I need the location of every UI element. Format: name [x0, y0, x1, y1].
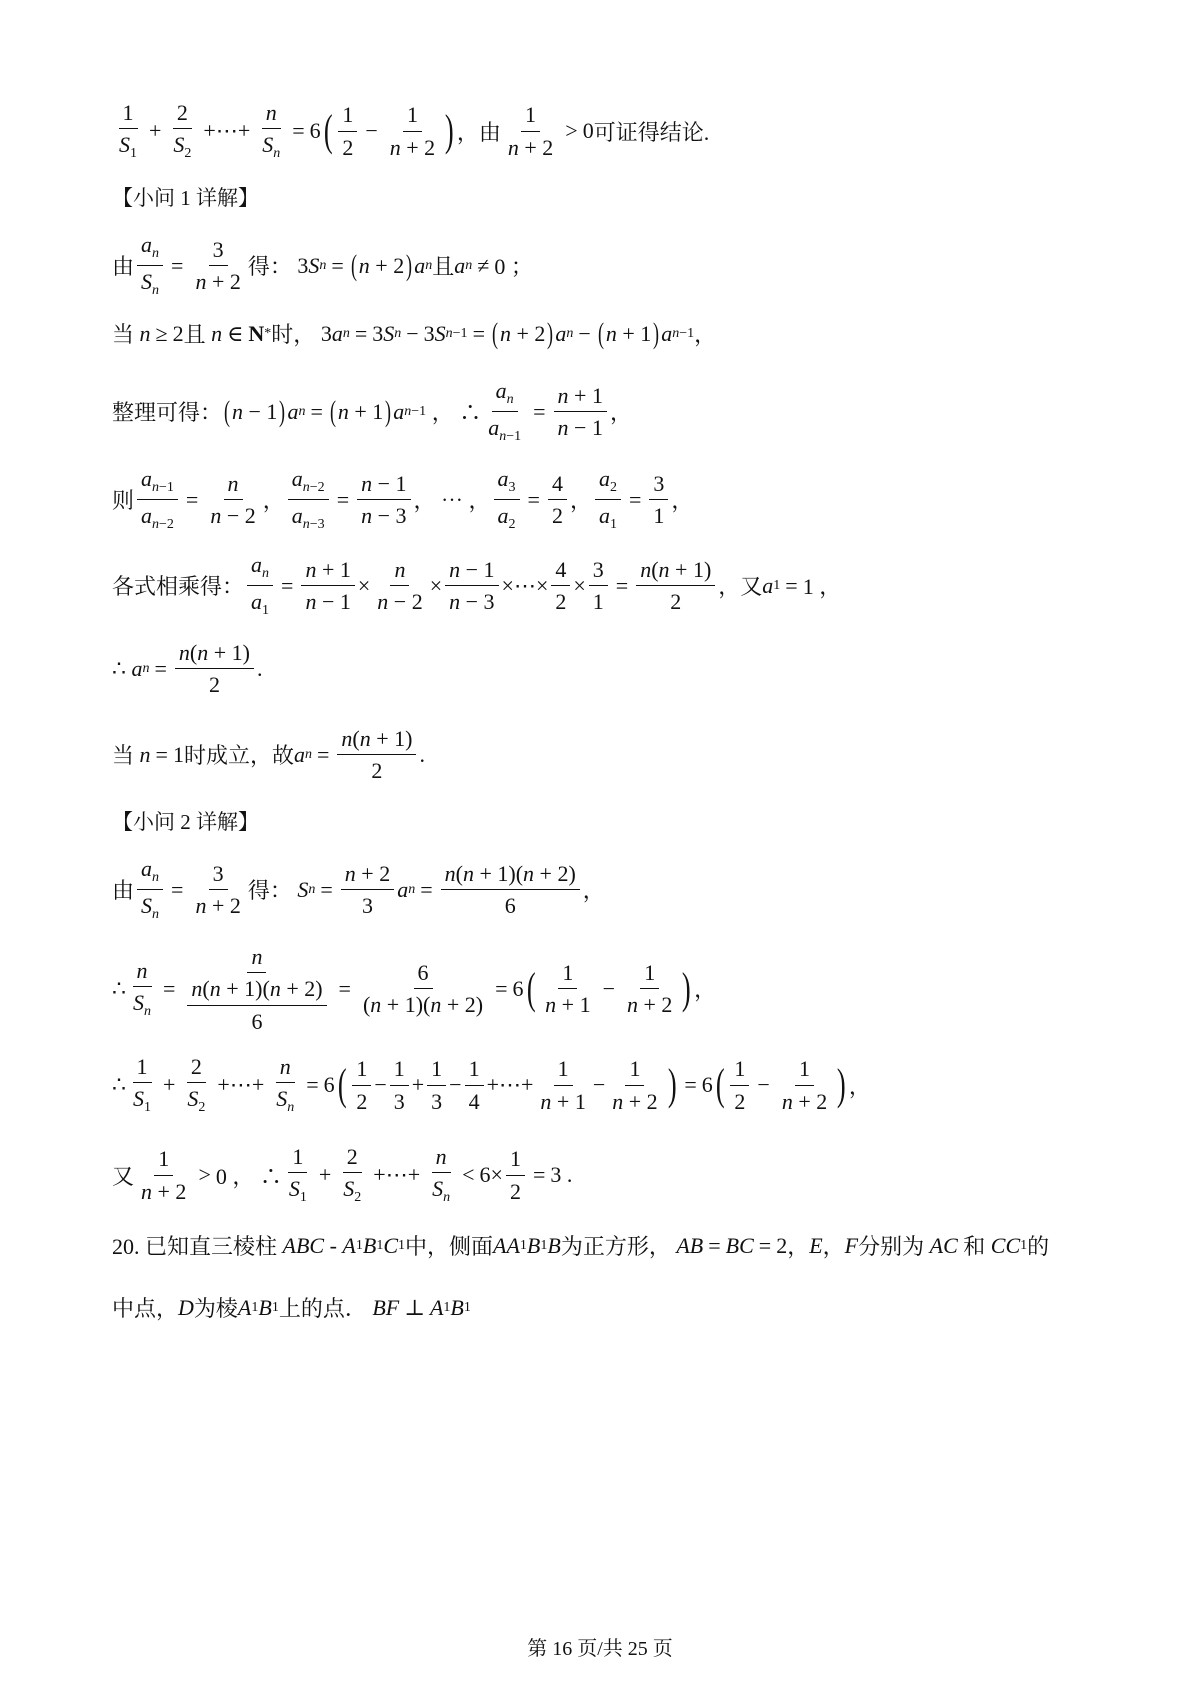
line-q2-1: 由 $\frac{a_n}{S_n}$ = $\frac{3}{n + 2}$ 得： S n = $\frac{n + 2}{3}$ a n = $\frac{n(n + 1)(n + 2)}{6}$ ， — [112, 856, 605, 923]
line-q2-4: 又 $\frac{1}{n + 2}$ > 0 ， ∴ $\frac{1}{S_1}$ + $\frac{2}{S_2}$ +⋯+ $\frac{n}{S_n}$ < 6× $\frac{1}{2}$ = 3 . — [112, 1144, 573, 1206]
intro-end: 可证得结论. — [593, 119, 710, 145]
q2-heading: 【小问 2 详解】 — [112, 810, 259, 834]
line-q2-3: ∴ $\frac{1}{S_1}$ + $\frac{2}{S_2}$ +⋯+ $\frac{n}{S_n}$ = 6 ( $\frac{1}{2}$ − $\frac{1}{3}$ + $\frac{1}{3}$ − $\frac{1}{4}$ +⋯+ $\frac{1}{n + 1}$ − $\frac{1}{n + 2}$ ) = 6 ( $\frac{1}{2}$ − $\frac{1}{n + 2}$ ) ， — [112, 1054, 871, 1116]
problem-20-line-2: 中点， D 为棱 A 1 B 1 上的点． BF ⊥ A 1 B 1 — [112, 1294, 471, 1321]
line-q1-3: 整理可得： ( n − 1 ) a n = ( n + 1 ) a n−1 ， ∴ $\frac{a_n}{a_{n-1}}$ = $\frac{n + 1}{n - 1}$ ， — [112, 378, 632, 445]
line-intro: $\frac{1}{S_1}$ + $\frac{2}{S_2}$ +⋯+ $\frac{n}{S_n}$ = 6 ( $\frac{1}{2}$ − $\frac{1}{n + 2}$ ) ，由 $\frac{1}{n + 2}$ > 0 可证得结论. — [119, 100, 710, 162]
page-footer: 第 16 页/共 25 页 — [527, 1638, 673, 1660]
line-q2-2: ∴ $\frac{n}{S_n}$ = $\frac{n}{\frac{n(n + 1)(n + 2)}{6}}$ = $\frac{6}{(n + 1)(n + 2)}$ = 6 ( $\frac{1}{n + 1}$ − $\frac{1}{n + 2}$ ) ， — [112, 944, 717, 1034]
problem-20-line-1: 20. 已知直三棱柱 ABC - A 1 B 1 C 1 中，侧面 AA 1 B 1 B 为正方形， AB = BC = 2 ， E ， F 分别为 AC 和 CC 1 的 — [112, 1232, 1050, 1259]
line-q1-2: 当 n ≥ 2 且 n ∈ N * 时， 3 a n = 3 S n − 3 S n−1 = ( n + 2 ) a n − ( n + 1 ) a n−1 ， — [112, 316, 717, 350]
line-q1-7: 当 n = 1 时成立，故 a n = $\frac{n(n + 1)}{2}$ . — [112, 726, 425, 784]
q1-heading: 【小问 1 详解】 — [112, 186, 259, 210]
line-q1-6: ∴ a n = $\frac{n(n + 1)}{2}$ . — [112, 640, 263, 698]
line-q1-5: 各式相乘得： $\frac{a_n}{a_1}$ = $\frac{n + 1}{n - 1}$ × $\frac{n}{n - 2}$ × $\frac{n - 1}{n - 3}$ ×⋯× $\frac{4}{2}$ × $\frac{3}{1}$ = $\frac{n(n + 1)}{2}$ ，又 a 1 = 1 ， — [112, 552, 842, 619]
line-q1-4: 则 $\frac{a_{n-1}}{a_{n-2}}$ = $\frac{n}{n - 2}$ ， $\frac{a_{n-2}}{a_{n-3}}$ = $\frac{n - 1}{n - 3}$ ， ⋯ ， $\frac{a_3}{a_2}$ = $\frac{4}{2}$ ， $\frac{a_2}{a_1}$ = $\frac{3}{1}$ ， — [112, 466, 694, 533]
line-q1-1: 由 $\frac{a_n}{S_n}$ = $\frac{3}{n + 2}$ 得： 3 S n = ( n + 2 ) a n 且 a n ≠ 0 ； — [112, 232, 533, 299]
intro-tail: ，由 — [456, 119, 501, 145]
